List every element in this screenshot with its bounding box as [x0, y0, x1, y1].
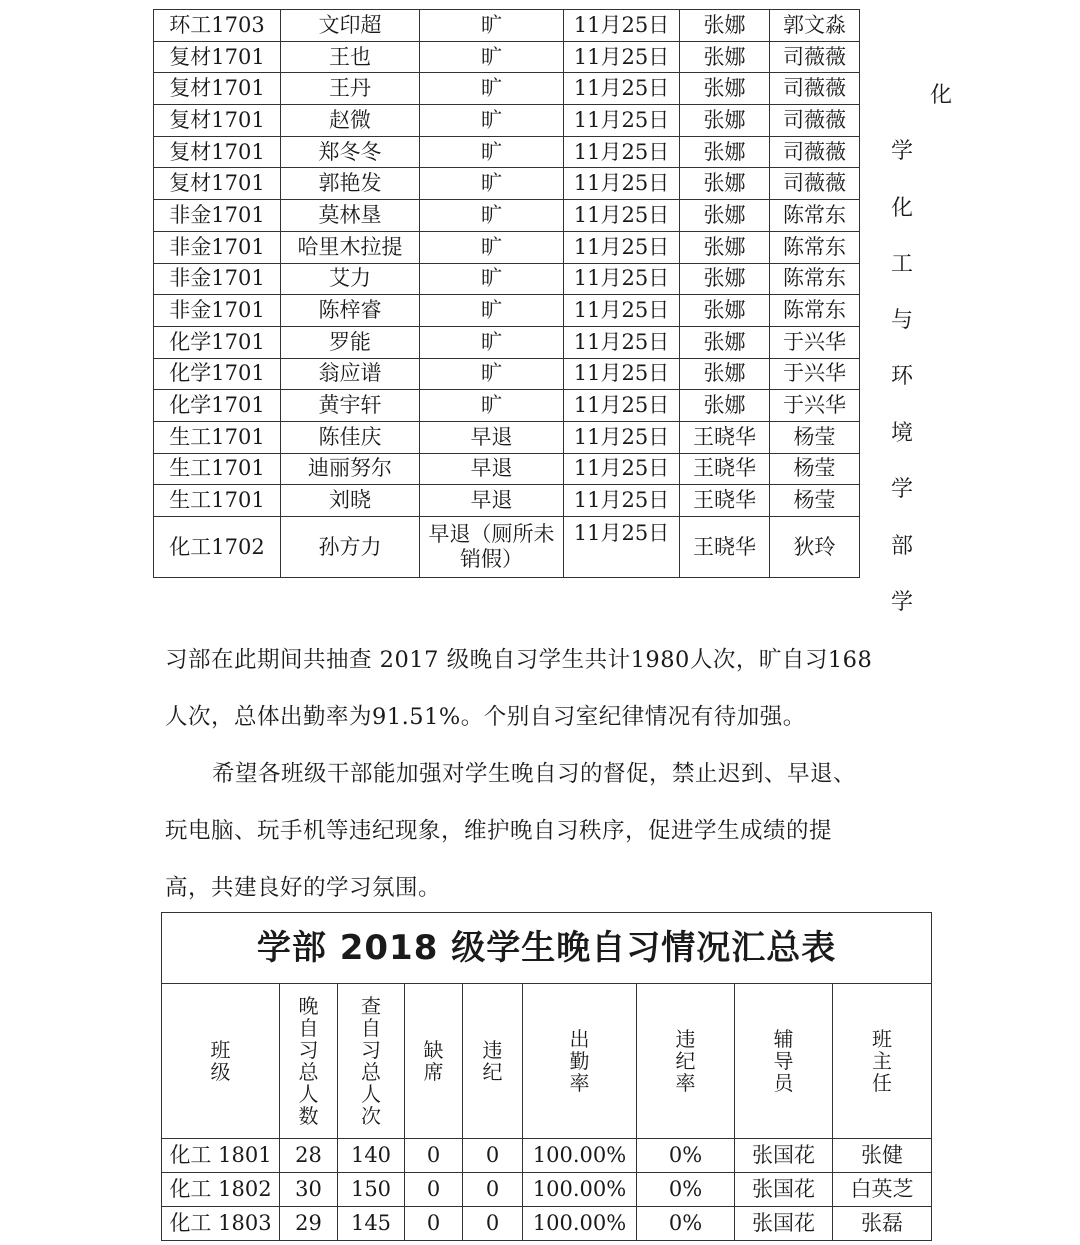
class-cell: 复材1701: [154, 41, 281, 73]
data-cell: 张健: [833, 1139, 932, 1173]
summary-table-header-row: [162, 984, 932, 1139]
teacher-cell: 司薇薇: [770, 41, 860, 73]
class-cell: 复材1701: [154, 168, 281, 200]
table-row: [154, 136, 860, 168]
header-cell: [523, 984, 637, 1139]
header-label: 缺席: [423, 1038, 444, 1084]
data-cell: 100.00%: [523, 1207, 637, 1241]
status-cell: 旷: [420, 326, 564, 358]
table-row: [154, 326, 860, 358]
name-cell: 哈里木拉提: [281, 231, 420, 263]
teacher-cell: 杨莹: [770, 485, 860, 517]
header-label: 违纪率: [675, 1027, 696, 1095]
header-cell: [280, 984, 338, 1139]
name-cell: 莫林垦: [281, 200, 420, 232]
class-cell: 化学1701: [154, 326, 281, 358]
side-char: 工: [891, 252, 914, 277]
side-char: 部: [891, 534, 914, 559]
name-cell: 王也: [281, 41, 420, 73]
data-cell: 0: [405, 1173, 463, 1207]
header-label: 违纪: [482, 1038, 503, 1084]
teacher-cell: 杨莹: [770, 453, 860, 485]
header-cell: [833, 984, 932, 1139]
status-cell: 早退: [420, 485, 564, 517]
absence-table-body: [154, 10, 860, 578]
data-cell: 0: [405, 1207, 463, 1241]
status-cell: 旷: [420, 168, 564, 200]
counselor-cell: 张娜: [680, 10, 770, 42]
table-row: [154, 41, 860, 73]
data-cell: 140: [338, 1139, 405, 1173]
teacher-cell: 司薇薇: [770, 105, 860, 137]
table-row: [154, 105, 860, 137]
class-cell: 非金1701: [154, 200, 281, 232]
data-cell: 化工 1802: [162, 1173, 280, 1207]
teacher-cell: 司薇薇: [770, 168, 860, 200]
table-row: [154, 358, 860, 390]
class-cell: 生工1701: [154, 485, 281, 517]
counselor-cell: 张娜: [680, 136, 770, 168]
data-cell: 0: [463, 1173, 523, 1207]
table-row: [154, 485, 860, 517]
status-cell: 旷: [420, 200, 564, 232]
date-cell: 11月25日: [564, 263, 680, 295]
teacher-cell: 狄玲: [770, 517, 860, 578]
status-cell: 旷: [420, 358, 564, 390]
header-cell: [405, 984, 463, 1139]
counselor-cell: 张娜: [680, 358, 770, 390]
header-label: 班级: [210, 1038, 231, 1084]
table-row: [162, 1139, 932, 1173]
teacher-cell: 陈常东: [770, 200, 860, 232]
date-cell: 11月25日: [564, 231, 680, 263]
date-cell: 11月25日: [564, 41, 680, 73]
name-cell: 孙方力: [281, 517, 420, 578]
date-cell: 11月25日: [564, 517, 680, 578]
header-label: 查自习总人次: [361, 994, 381, 1128]
table-row: [154, 453, 860, 485]
date-cell: 11月25日: [564, 200, 680, 232]
header-label: 辅导员: [773, 1027, 794, 1095]
header-cell: [735, 984, 833, 1139]
table-row: [162, 1207, 932, 1241]
data-cell: 0: [405, 1139, 463, 1173]
data-cell: 化工 1801: [162, 1139, 280, 1173]
data-cell: 0%: [637, 1139, 735, 1173]
date-cell: 11月25日: [564, 10, 680, 42]
status-cell: 旷: [420, 390, 564, 422]
side-char: 境: [891, 421, 914, 446]
data-cell: 张国花: [735, 1139, 833, 1173]
status-cell: 旷: [420, 295, 564, 327]
data-cell: 100.00%: [523, 1173, 637, 1207]
data-cell: 0: [463, 1207, 523, 1241]
side-char: 学: [891, 477, 914, 502]
header-cell: [162, 984, 280, 1139]
name-cell: 赵微: [281, 105, 420, 137]
counselor-cell: 王晓华: [680, 485, 770, 517]
teacher-cell: 陈常东: [770, 263, 860, 295]
date-cell: 11月25日: [564, 105, 680, 137]
name-cell: 陈梓睿: [281, 295, 420, 327]
data-cell: 0%: [637, 1207, 735, 1241]
header-cell: [463, 984, 523, 1139]
status-cell: 旷: [420, 136, 564, 168]
counselor-cell: 王晓华: [680, 421, 770, 453]
class-cell: 非金1701: [154, 295, 281, 327]
date-cell: 11月25日: [564, 453, 680, 485]
header-label: 晚自习总人数: [298, 994, 319, 1128]
data-cell: 145: [338, 1207, 405, 1241]
counselor-cell: 张娜: [680, 73, 770, 105]
date-cell: 11月25日: [564, 73, 680, 105]
side-char: 学: [891, 590, 914, 615]
counselor-cell: 张娜: [680, 41, 770, 73]
class-cell: 化学1701: [154, 390, 281, 422]
status-cell: 旷: [420, 10, 564, 42]
table-row: [154, 10, 860, 42]
class-cell: 非金1701: [154, 231, 281, 263]
status-cell: 早退（厕所未销假）: [420, 517, 564, 578]
name-cell: 郭艳发: [281, 168, 420, 200]
date-cell: 11月25日: [564, 326, 680, 358]
summary-table-body: [162, 1139, 932, 1241]
status-cell: 旷: [420, 41, 564, 73]
paragraph-hope: [165, 746, 925, 917]
status-cell: 早退: [420, 453, 564, 485]
data-cell: 白英芝: [833, 1173, 932, 1207]
counselor-cell: 张娜: [680, 295, 770, 327]
teacher-cell: 郭文淼: [770, 10, 860, 42]
data-cell: 0%: [637, 1173, 735, 1207]
date-cell: 11月25日: [564, 295, 680, 327]
header-label: 班主任: [872, 1027, 893, 1095]
class-cell: 化工1702: [154, 517, 281, 578]
date-cell: 11月25日: [564, 421, 680, 453]
teacher-cell: 司薇薇: [770, 136, 860, 168]
table-row: [154, 200, 860, 232]
counselor-cell: 张娜: [680, 326, 770, 358]
data-cell: 化工 1803: [162, 1207, 280, 1241]
class-cell: 复材1701: [154, 73, 281, 105]
teacher-cell: 陈常东: [770, 295, 860, 327]
paragraph-hope-line-2: 玩电脑、玩手机等违纪现象，维护晚自习秩序，促进学生成绩的提: [165, 818, 833, 844]
data-cell: 150: [338, 1173, 405, 1207]
side-char: 与: [891, 308, 914, 333]
status-cell: 旷: [420, 73, 564, 105]
table-row: [154, 263, 860, 295]
teacher-cell: 司薇薇: [770, 73, 860, 105]
teacher-cell: 陈常东: [770, 231, 860, 263]
table-row: [154, 517, 860, 578]
data-cell: 28: [280, 1139, 338, 1173]
name-cell: 文印超: [281, 10, 420, 42]
header-cell: [338, 984, 405, 1139]
table-row: [154, 168, 860, 200]
date-cell: 11月25日: [564, 358, 680, 390]
paragraph-hope-line-3: 高，共建良好的学习氛围。: [165, 875, 442, 901]
paragraph-summary-line-2: 人次，总体出勤率为91.51%。个别自习室纪律情况有待加强。: [165, 704, 806, 730]
date-cell: 11月25日: [564, 485, 680, 517]
data-cell: 张国花: [735, 1173, 833, 1207]
name-cell: 黄宇轩: [281, 390, 420, 422]
name-cell: 罗能: [281, 326, 420, 358]
data-cell: 张磊: [833, 1207, 932, 1241]
data-cell: 100.00%: [523, 1139, 637, 1173]
date-cell: 11月25日: [564, 136, 680, 168]
counselor-cell: 张娜: [680, 168, 770, 200]
status-cell: 早退: [420, 421, 564, 453]
paragraph-summary: [165, 632, 925, 746]
counselor-cell: 张娜: [680, 390, 770, 422]
date-cell: 11月25日: [564, 168, 680, 200]
table-row: [154, 390, 860, 422]
teacher-cell: 于兴华: [770, 326, 860, 358]
status-cell: 旷: [420, 105, 564, 137]
table-row: [162, 1173, 932, 1207]
name-cell: 郑冬冬: [281, 136, 420, 168]
table-row: [154, 421, 860, 453]
side-char: 环: [891, 364, 914, 389]
class-cell: 生工1701: [154, 453, 281, 485]
name-cell: 陈佳庆: [281, 421, 420, 453]
side-char: 学: [891, 139, 914, 164]
date-cell: 11月25日: [564, 390, 680, 422]
status-cell: 旷: [420, 263, 564, 295]
data-cell: 29: [280, 1207, 338, 1241]
counselor-cell: 张娜: [680, 105, 770, 137]
class-cell: 非金1701: [154, 263, 281, 295]
data-cell: 30: [280, 1173, 338, 1207]
class-cell: 环工1703: [154, 10, 281, 42]
teacher-cell: 杨莹: [770, 421, 860, 453]
side-char: 化: [930, 83, 953, 108]
paragraph-summary-line-1: 习部在此期间共抽查 2017 级晚自习学生共计1980人次，旷自习168: [165, 647, 873, 673]
class-cell: 复材1701: [154, 136, 281, 168]
teacher-cell: 于兴华: [770, 358, 860, 390]
counselor-cell: 张娜: [680, 200, 770, 232]
status-cell: 旷: [420, 231, 564, 263]
table-row: [154, 231, 860, 263]
name-cell: 迪丽努尔: [281, 453, 420, 485]
counselor-cell: 王晓华: [680, 517, 770, 578]
counselor-cell: 张娜: [680, 231, 770, 263]
counselor-cell: 王晓华: [680, 453, 770, 485]
table-row: [154, 295, 860, 327]
side-char: 化: [891, 196, 914, 221]
class-cell: 复材1701: [154, 105, 281, 137]
paragraph-hope-line-1: 希望各班级干部能加强对学生晚自习的督促，禁止迟到、早退、: [212, 761, 857, 787]
header-cell: [637, 984, 735, 1139]
absence-table: [153, 9, 860, 578]
name-cell: 艾力: [281, 263, 420, 295]
header-label: 出勤率: [569, 1027, 590, 1095]
data-cell: 0: [463, 1139, 523, 1173]
class-cell: 化学1701: [154, 358, 281, 390]
teacher-cell: 于兴华: [770, 390, 860, 422]
summary-table-title: 学部 2018 级学生晚自习情况汇总表: [162, 913, 932, 984]
summary-table-2018: [161, 912, 932, 1241]
counselor-cell: 张娜: [680, 263, 770, 295]
name-cell: 翁应谱: [281, 358, 420, 390]
name-cell: 刘晓: [281, 485, 420, 517]
data-cell: 张国花: [735, 1207, 833, 1241]
name-cell: 王丹: [281, 73, 420, 105]
table-row: [154, 73, 860, 105]
class-cell: 生工1701: [154, 421, 281, 453]
